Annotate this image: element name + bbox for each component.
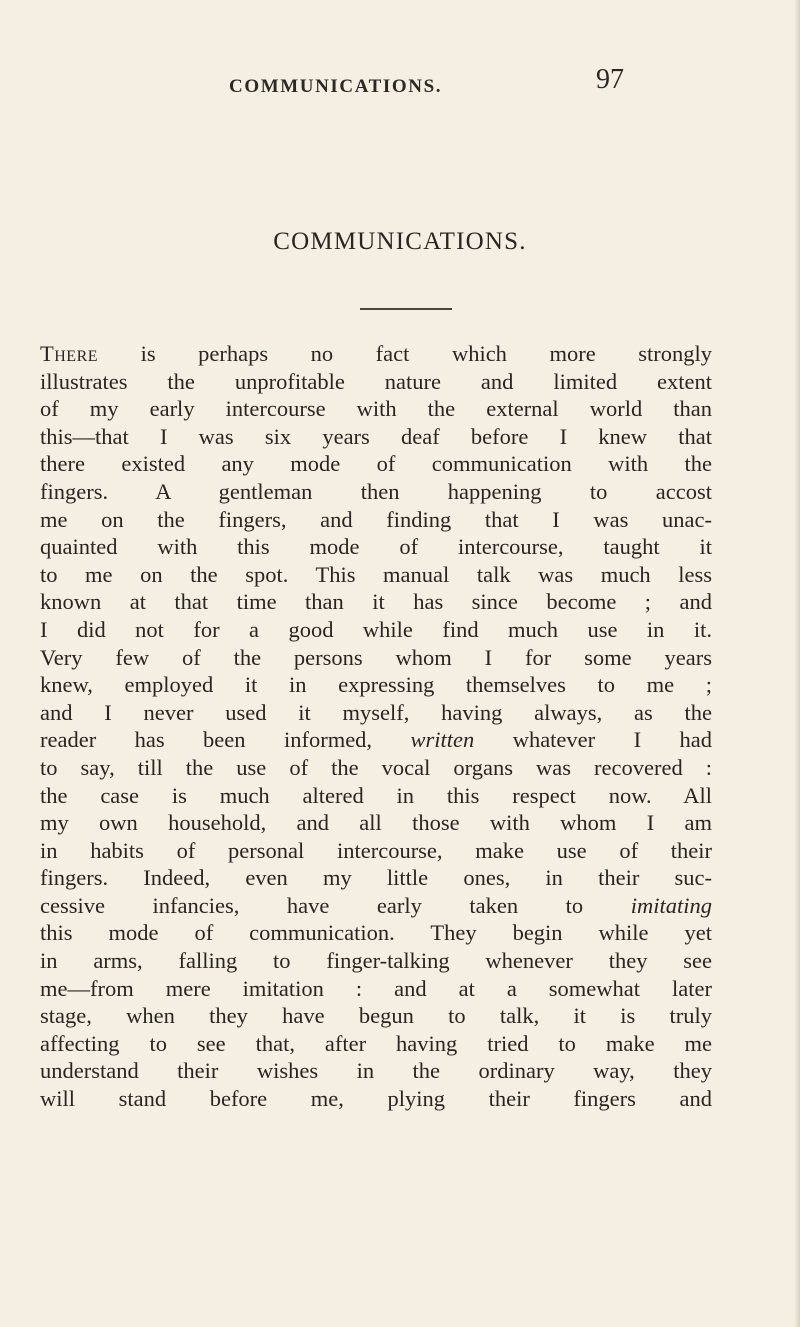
text-line: in habits of personal intercourse, make use of their [40,837,712,863]
text-line: the case is much altered in this respect now. All [40,782,712,808]
text-segment: whatever I had [474,727,712,753]
page-edge-shadow [794,0,800,1327]
text-line: affecting to see that, after having tried to make me [40,1030,712,1056]
text-line: stage, when they have begun to talk, it is truly [40,1003,712,1029]
page-number: 97 [596,64,624,95]
text-line: to me on the spot. This manual talk was much less [40,561,712,587]
drop-word: There [40,341,99,366]
running-head [0,64,800,98]
text-segment: cessive infancies, have early taken to [40,892,631,918]
text-line: knew, employed it in expressing themselves to me ; [40,672,712,698]
body-text [40,340,712,1113]
text-segment: reader has been informed, [40,727,411,753]
text-line [40,726,712,754]
text-line: and I never used it myself, having always, as the [40,699,712,725]
title-rule [360,308,452,310]
text-line: this mode of communication. They begin while yet [40,920,712,946]
text-line: understand their wishes in the ordinary way, they [40,1058,712,1084]
text-line: fingers. Indeed, even my little ones, in their suc- [40,865,712,891]
text-line: me on the fingers, and finding that I was unac- [40,506,712,532]
text-line: quainted with this mode of intercourse, taught it [40,534,712,560]
text-line: this—that I was six years deaf before I knew that [40,423,712,449]
text-line: of my early intercourse with the external world than [40,396,712,422]
text-line: fingers. A gentleman then happening to accost [40,478,712,504]
running-head-title: COMMUNICATIONS. [229,76,443,97]
text-line: my own household, and all those with whom I am [40,810,712,836]
text-line [40,892,712,920]
text-line: I did not for a good while find much use in it. [40,616,712,642]
text-line: me—from mere imitation : and at a somewhat later [40,975,712,1001]
text-line: Very few of the persons whom I for some years [40,644,712,670]
text-line: to say, till the use of the vocal organs was recovered : [40,754,712,780]
text-line [40,340,712,368]
text-line: in arms, falling to finger-talking whenever they see [40,948,712,974]
chapter-title: COMMUNICATIONS. [273,228,527,255]
text-line: illustrates the unprofitable nature and limited extent [40,368,712,394]
italic-word: imitating [630,892,712,918]
text-segment: is perhaps no fact which more strongly [98,341,712,366]
italic-word: written [410,727,475,753]
text-line: there existed any mode of communication with the [40,451,712,477]
text-line: will stand before me, plying their fingers and [40,1086,712,1112]
text-line: known at that time than it has since become ; and [40,589,712,615]
